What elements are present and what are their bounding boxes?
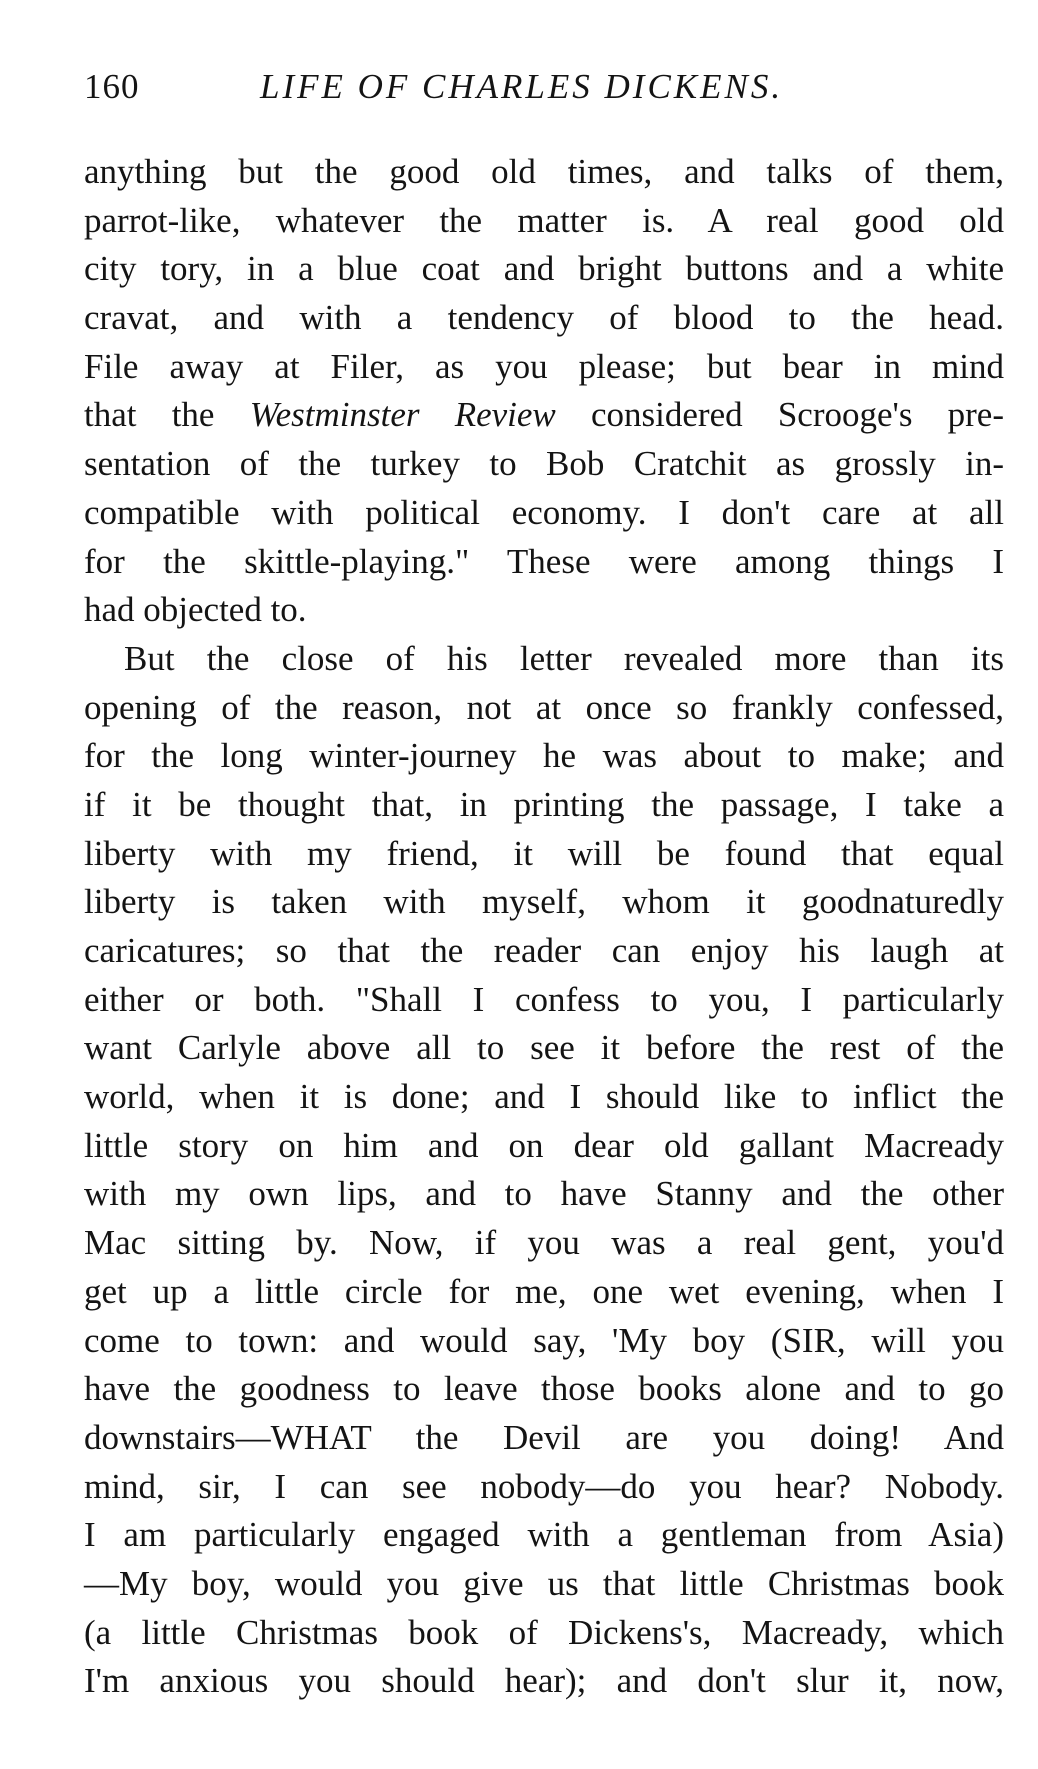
journal-title: Westminster Review	[249, 395, 556, 435]
text-line: mind, sir, I can see nobody—do you hear? Nobody.	[84, 1466, 1004, 1506]
text-line: sentation of the turkey to Bob Cratchit as grossly in-	[84, 444, 1004, 484]
text-line: either or both. "Shall I confess to you, I particularly	[84, 979, 1004, 1019]
text-line: little story on him and on dear old gallant Macready	[84, 1125, 1004, 1165]
text-line: opening of the reason, not at once so frankly confessed,	[84, 687, 1004, 727]
text-line: Mac sitting by. Now, if you was a real gent, you'd	[84, 1223, 1004, 1263]
text-line: downstairs—WHAT the Devil are you doing! And	[84, 1417, 1004, 1457]
running-header	[84, 62, 1004, 112]
text-line: compatible with political economy. I don't care at all	[84, 492, 1004, 532]
text-line: had objected to.	[84, 590, 307, 630]
text-line: for the skittle-playing." These were among things I	[84, 541, 1004, 581]
text-line: for the long winter-journey he was about to make; and	[84, 736, 1004, 776]
text-line: caricatures; so that the reader can enjoy his laugh at	[84, 931, 1004, 970]
text-line	[84, 391, 1004, 440]
text-line: File away at Filer, as you please; but bear in mind	[84, 346, 1004, 386]
text-line: anything but the good old times, and talks of them,	[84, 152, 1004, 191]
text-run: considered Scrooge's pre-	[555, 395, 1004, 435]
text-line: I'm anxious you should hear); and don't slur it, now,	[84, 1661, 1004, 1701]
text-line: liberty is taken with myself, whom it goodnaturedly	[84, 882, 1004, 922]
text-line: liberty with my friend, it will be found that equal	[84, 833, 1004, 873]
text-line: (a little Christmas book of Dickens's, Macready, which	[84, 1612, 1004, 1652]
text-line: cravat, and with a tendency of blood to the head.	[84, 298, 1004, 338]
text-line: But the close of his letter revealed more than its	[124, 638, 1004, 678]
body-text	[84, 148, 1004, 1706]
text-line: world, when it is done; and I should like to inflict the	[84, 1077, 1004, 1117]
text-line: come to town: and would say, 'My boy (SIR, will you	[84, 1320, 1004, 1360]
text-line: if it be thought that, in printing the passage, I take a	[84, 784, 1004, 824]
text-line: city tory, in a blue coat and bright buttons and a white	[84, 249, 1004, 289]
text-line: get up a little circle for me, one wet evening, when I	[84, 1271, 1004, 1311]
running-title: LIFE OF CHARLES DICKENS.	[260, 67, 784, 106]
text-run: that the	[84, 395, 250, 435]
page-number: 160	[84, 67, 140, 106]
text-line: I am particularly engaged with a gentleman from Asia)	[84, 1515, 1004, 1555]
text-line: want Carlyle above all to see it before the rest of the	[84, 1028, 1004, 1068]
text-line: have the goodness to leave those books alone and to go	[84, 1369, 1004, 1409]
text-line: parrot-like, whatever the matter is. A real good old	[84, 200, 1004, 240]
text-line: with my own lips, and to have Stanny and the other	[84, 1174, 1004, 1214]
text-line: —My boy, would you give us that little Christmas book	[84, 1563, 1004, 1603]
